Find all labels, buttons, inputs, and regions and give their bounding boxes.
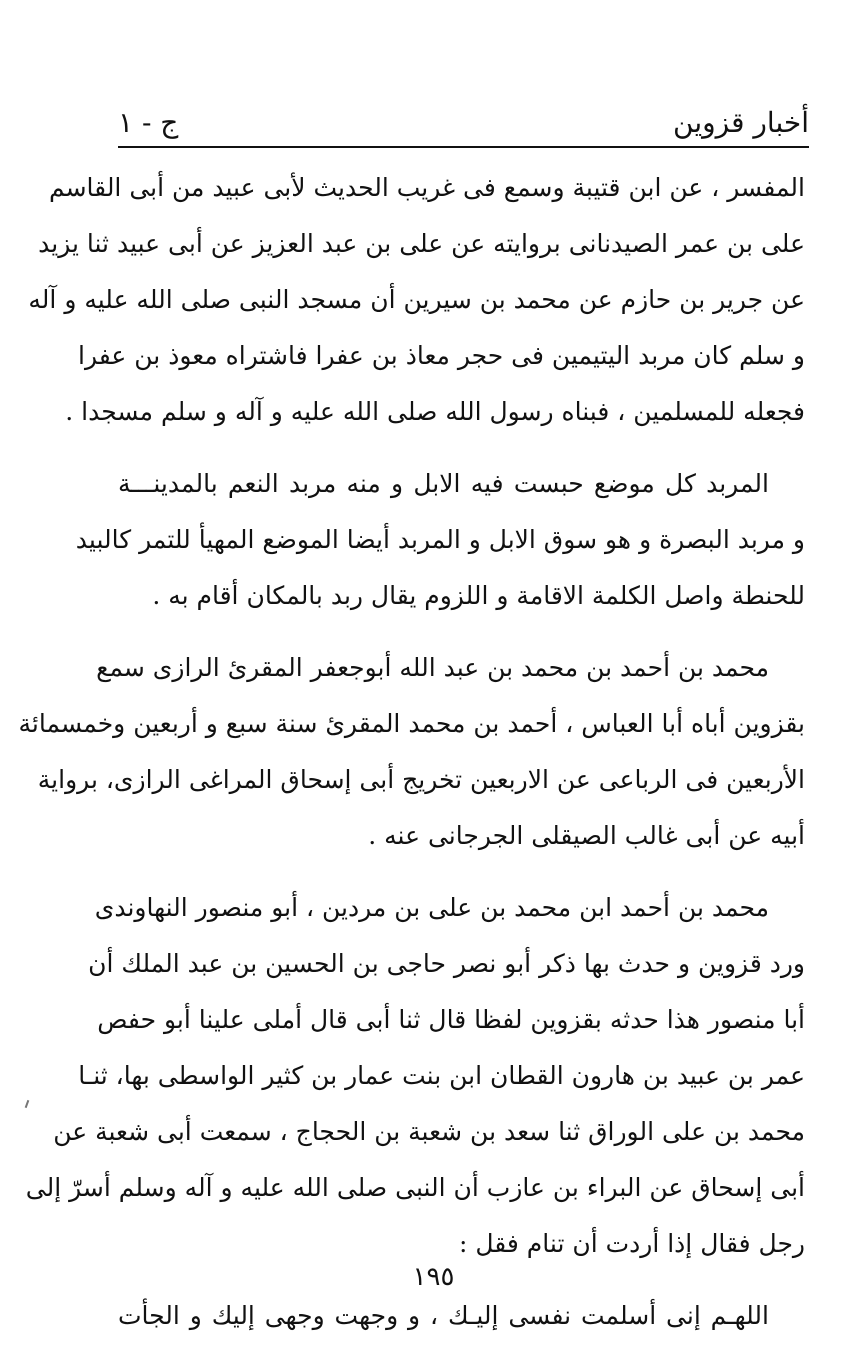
text-line: أبى إسحاق عن البراء بن عازب أن النبى صلى الله عليه و آله وسلم أسرّ إلى	[25, 1173, 805, 1202]
text-line: رجل فقال إذا أردت أن تنام فقل :	[458, 1229, 805, 1258]
text-line: عمر بن عبيد بن هارون القطان ابن بنت عمار بن كثير الواسطى بها، ثنـا	[78, 1061, 805, 1090]
text-line: و سلم كان مربد اليتيمين فى حجر معاذ بن عفرا فاشتراه معوذ بن عفرا	[78, 341, 805, 370]
text-line: محمد بن أحمد ابن محمد بن على بن مردين ، أبو منصور النهاوندى	[94, 893, 769, 922]
text-line: فجعله للمسلمين ، فبناه رسول الله صلى الله عليه و آله و سلم مسجدا .	[65, 397, 805, 426]
paragraph	[18, 640, 805, 864]
text-line: الأربعين فى الرباعى عن الاربعين تخريج أبى إسحاق المراغى الرازى، برواية	[37, 765, 805, 794]
text-line: عن جرير بن حازم عن محمد بن سيرين أن مسجد النبى صلى الله عليه و آله	[28, 285, 805, 314]
paragraph	[118, 1288, 805, 1344]
text-line: ورد قزوين و حدث بها ذكر أبو نصر حاجى بن الحسين بن عبد الملك أن	[88, 949, 805, 978]
paragraph	[75, 456, 805, 624]
text-line: و مربد البصرة و هو سوق الابل و المربد أيضا الموضع المهيأ للتمر كالبيد	[75, 525, 805, 554]
header-rule	[118, 146, 809, 148]
page-number: ١٩٥	[412, 1262, 455, 1292]
text-line: للحنطة واصل الكلمة الاقامة و اللزوم يقال ربد بالمكان أقام به .	[152, 581, 805, 610]
volume-label: ج - ١	[118, 106, 179, 139]
running-header	[118, 96, 809, 148]
text-line: بقزوين أباه أبا العباس ، أحمد بن محمد المقرئ سنة سبع و أربعين وخمسمائة	[18, 709, 805, 738]
text-line: محمد بن على الوراق ثنا سعد بن شعبة بن الحجاج ، سمعت أبى شعبة عن	[53, 1117, 805, 1146]
text-line: على بن عمر الصيدنانى بروايته عن على بن عبد العزيز عن أبى عبيد ثنا يزيد	[38, 229, 805, 258]
text-line: محمد بن أحمد بن محمد بن عبد الله أبوجعفر المقرئ الرازى سمع	[96, 653, 769, 682]
text-line: أبا منصور هذا حدثه بقزوين لفظا قال ثنا أبى قال أملى علينا أبو حفص	[97, 1005, 805, 1034]
text-line: أبيه عن أبى غالب الصيقلى الجرجانى عنه .	[368, 821, 805, 850]
text-line: المفسر ، عن ابن قتيبة وسمع فى غريب الحديث لأبى عبيد من أبى القاسم	[48, 173, 805, 202]
text-line: اللهـم إنى أسلمت نفسى إليـك ، و وجهت وجهى إليك و الجأت	[118, 1301, 769, 1330]
body-text	[18, 160, 805, 1344]
scan-speck	[25, 1100, 30, 1108]
paragraph	[25, 880, 805, 1272]
text-line: المربد كل موضع حبست فيه الابل و منه مربد النعم بالمدينـــة	[118, 469, 769, 498]
paragraph	[28, 160, 805, 440]
book-title: أخبار قزوين	[673, 106, 809, 139]
